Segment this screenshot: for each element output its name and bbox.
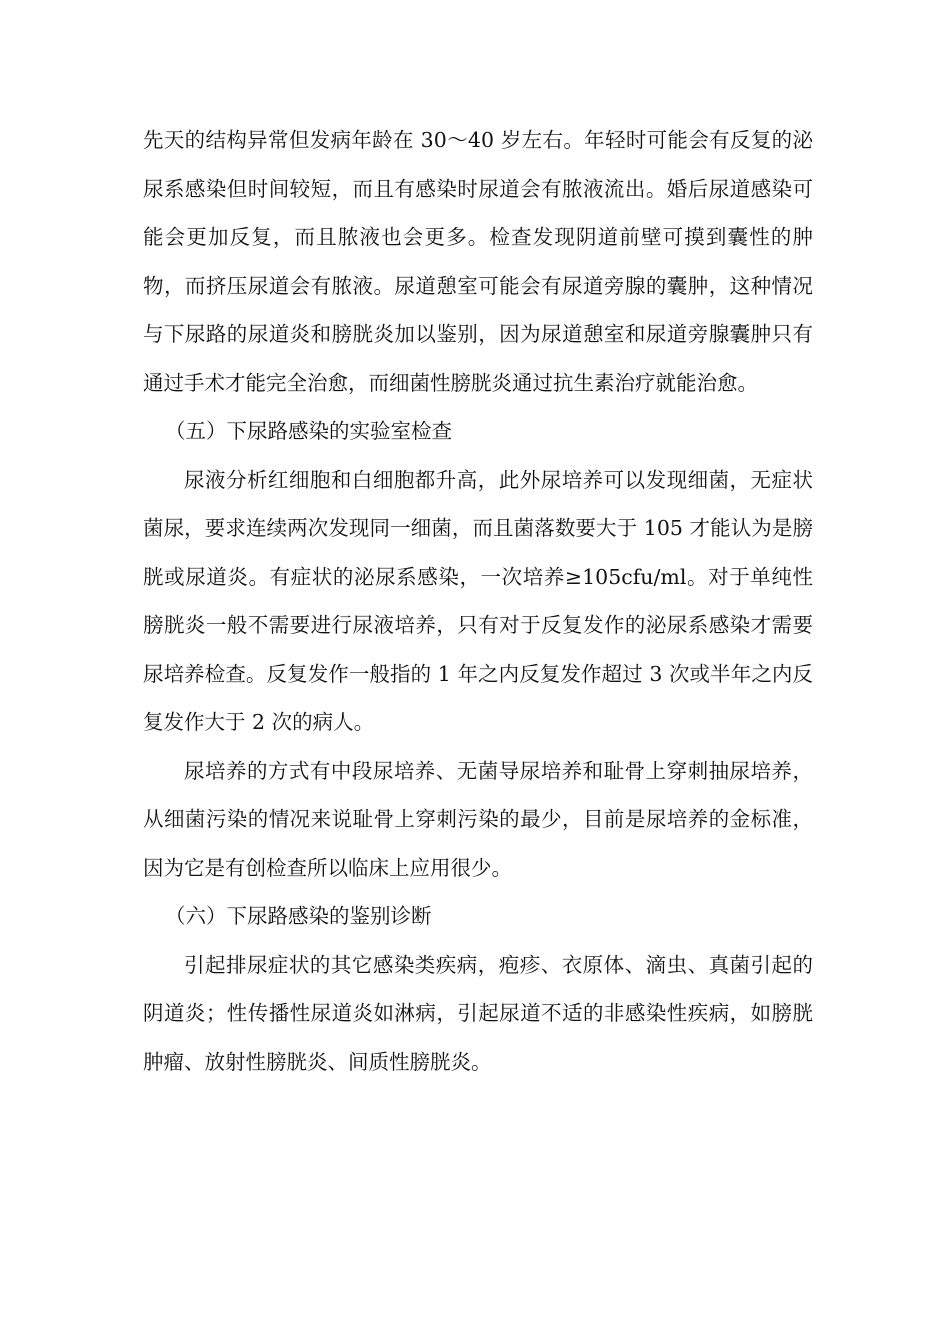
section-heading-lab-tests: （五）下尿路感染的实验室检查 xyxy=(165,419,452,443)
paragraph-urine-culture-methods: 尿培养的方式有中段尿培养、无菌导尿培养和耻骨上穿刺抽尿培养，从细菌污染的情况来说耻骨上穿刺污染的最少，目前是尿培养的金标准，因为它是有创检查所以临床上应用很少。 xyxy=(143,758,813,880)
paragraph-urethral-diverticulum: 先天的结构异常但发病年龄在 30～40 岁左右。年轻时可能会有反复的泌尿系感染但时间较短，而且有感染时尿道会有脓液流出。婚后尿道感染可能会更加反复，而且脓液也会更多。检查发现阴道前壁可摸到囊性的肿物，而挤压尿道会有脓液。尿道憩室可能会有尿道旁腺的囊肿，这种情况与下尿路的尿道炎和膀胱炎加以鉴别，因为尿道憩室和尿道旁腺囊肿只有通过手术才能完全治愈，而细菌性膀胱炎通过抗生素治疗就能治愈。 xyxy=(143,128,813,395)
document-body xyxy=(143,116,813,1086)
paragraph-urinalysis: 尿液分析红细胞和白细胞都升高，此外尿培养可以发现细菌，无症状菌尿，要求连续两次发现同一细菌，而且菌落数要大于 105 才能认为是膀胱或尿道炎。有症状的泌尿系感染，一次培养≥105cfu/ml。对于单纯性膀胱炎一般不需要进行尿液培养，只有对于反复发作的泌尿系感染才需要尿培养检查。反复发作一般指的 1 年之内反复发作超过 3 次或半年之内反复发作大于 2 次的病人。 xyxy=(143,467,813,734)
paragraph-differential-diseases: 引起排尿症状的其它感染类疾病，疱疹、衣原体、滴虫、真菌引起的阴道炎；性传播性尿道炎如淋病，引起尿道不适的非感染性疾病，如膀胱肿瘤、放射性膀胱炎、间质性膀胱炎。 xyxy=(143,952,813,1074)
section-heading-differential-diagnosis: （六）下尿路感染的鉴别诊断 xyxy=(165,904,432,928)
